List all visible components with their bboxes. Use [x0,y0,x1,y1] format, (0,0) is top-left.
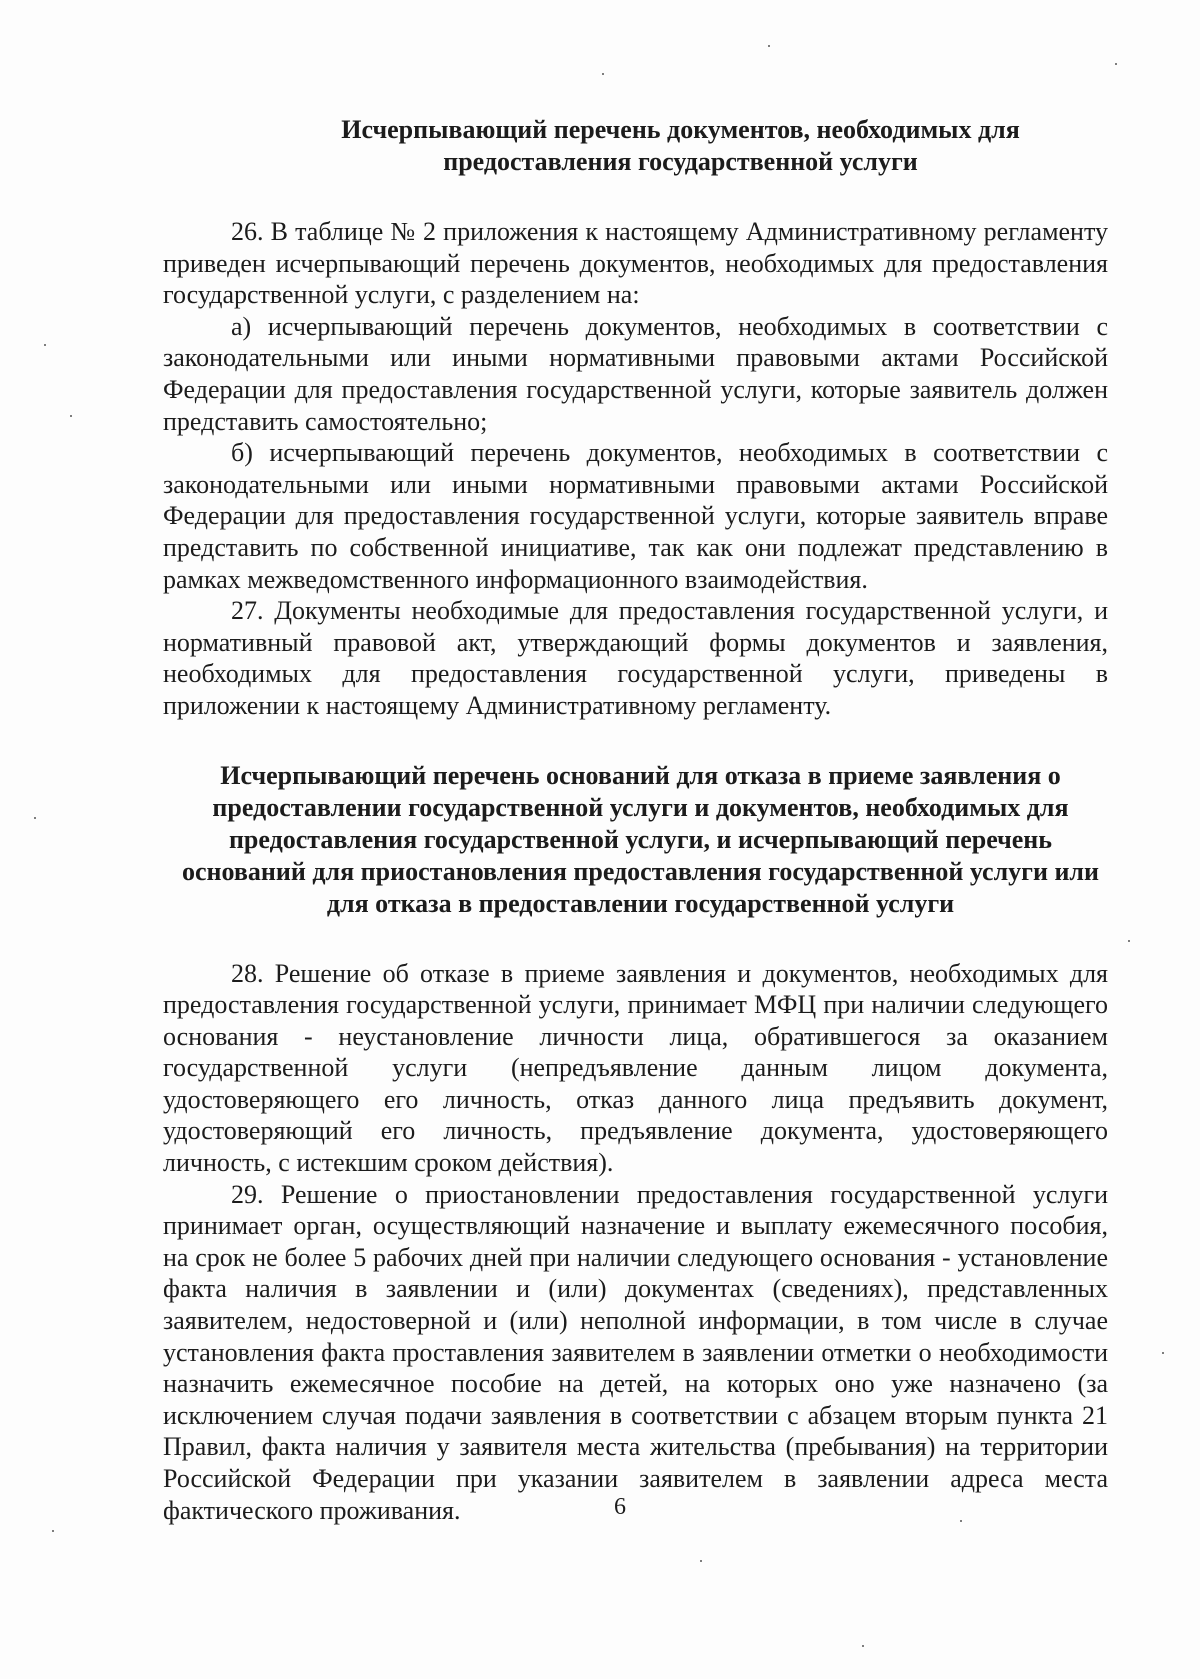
page-number: 6 [614,1494,626,1520]
scan-speck [70,415,72,417]
paragraph-26b: б) исчерпывающий перечень документов, необходимых в соответствии с законодательными или иными нормативными правовыми актами Российской Федерации для предоставления государственной услуги, которые заявитель вправе представить по собственной инициативе, так как они подлежат представлению в рамках межведомственного информационного взаимодействия. [163,438,1108,594]
scan-speck [1162,1352,1164,1354]
scan-speck [1128,940,1130,942]
scan-speck [1115,63,1117,65]
scan-speck [44,344,46,346]
paragraph-29: 29. Решение о приостановлении предоставления государственной услуги принимает орган, осуществляющий назначение и выплату ежемесячного пособия, на срок не более 5 рабочих дней при наличии следующего основания - установление факта наличия в заявлении и (или) документах (сведениях), представленных заявителем, недостоверной и (или) неполной информации, в том числе в случае установления факта проставления заявителем в заявлении отметки о необходимости назначить ежемесячное пособие на детей, на которых оно уже назначено (за исключением случая подачи заявления в соответствии с абзацем вторым пункта 21 Правил, факта наличия у заявителя места жительства (пребывания) на территории Российской Федерации при указании заявителем в заявлении адреса места фактического проживания. [163,1179,1108,1525]
paragraph-28: 28. Решение об отказе в приеме заявления и документов, необходимых для предоставления государственной услуги, принимает МФЦ при наличии следующего основания - неустановление личности лица, обратившегося за оказанием государственной услуги (непредъявление данным лицом документа, удостоверяющего его личность, отказ данного лица предъявить документ, удостоверяющий его личность, предъявление документа, удостоверяющего личность, с истекшим сроком действия). [163,958,1108,1178]
scan-speck [960,1520,962,1522]
document-body [163,114,1108,1526]
section-body-documents [163,216,1108,722]
section-body-refusal-grounds [163,958,1108,1527]
scan-speck [700,1560,702,1562]
paragraph-27: 27. Документы необходимые для предоставления государственной услуги, и нормативный правовой акт, утверждающий формы документов и заявления, необходимых для предоставления государственной услуги, приведены в приложении к настоящему Административному регламенту. [163,596,1108,720]
scan-speck [768,45,770,47]
section-heading-refusal-grounds: Исчерпывающий перечень оснований для отказа в приеме заявления о предоставлении государственной услуги и документов, необходимых для предоставления государственной услуги, и исчерпывающий перечень оснований для приостановления предоставления государственной услуги или для отказа в предоставлении государственной услуги [182,760,1099,918]
scan-speck [602,73,604,75]
scan-speck [34,817,36,819]
scan-speck [862,1645,864,1647]
paragraph-26a: а) исчерпывающий перечень документов, необходимых в соответствии с законодательными или иными нормативными правовыми актами Российской Федерации для предоставления государственной услуги, которые заявитель должен представить самостоятельно; [163,311,1108,436]
section-heading-documents: Исчерпывающий перечень документов, необходимых для предоставления государственной услуги [341,115,1020,176]
scan-speck [52,1530,54,1532]
paragraph-26: 26. В таблице № 2 приложения к настоящему Административному регламенту приведен исчерпывающий перечень документов, необходимых для предоставления государственной услуги, с разделением на: [163,217,1108,310]
